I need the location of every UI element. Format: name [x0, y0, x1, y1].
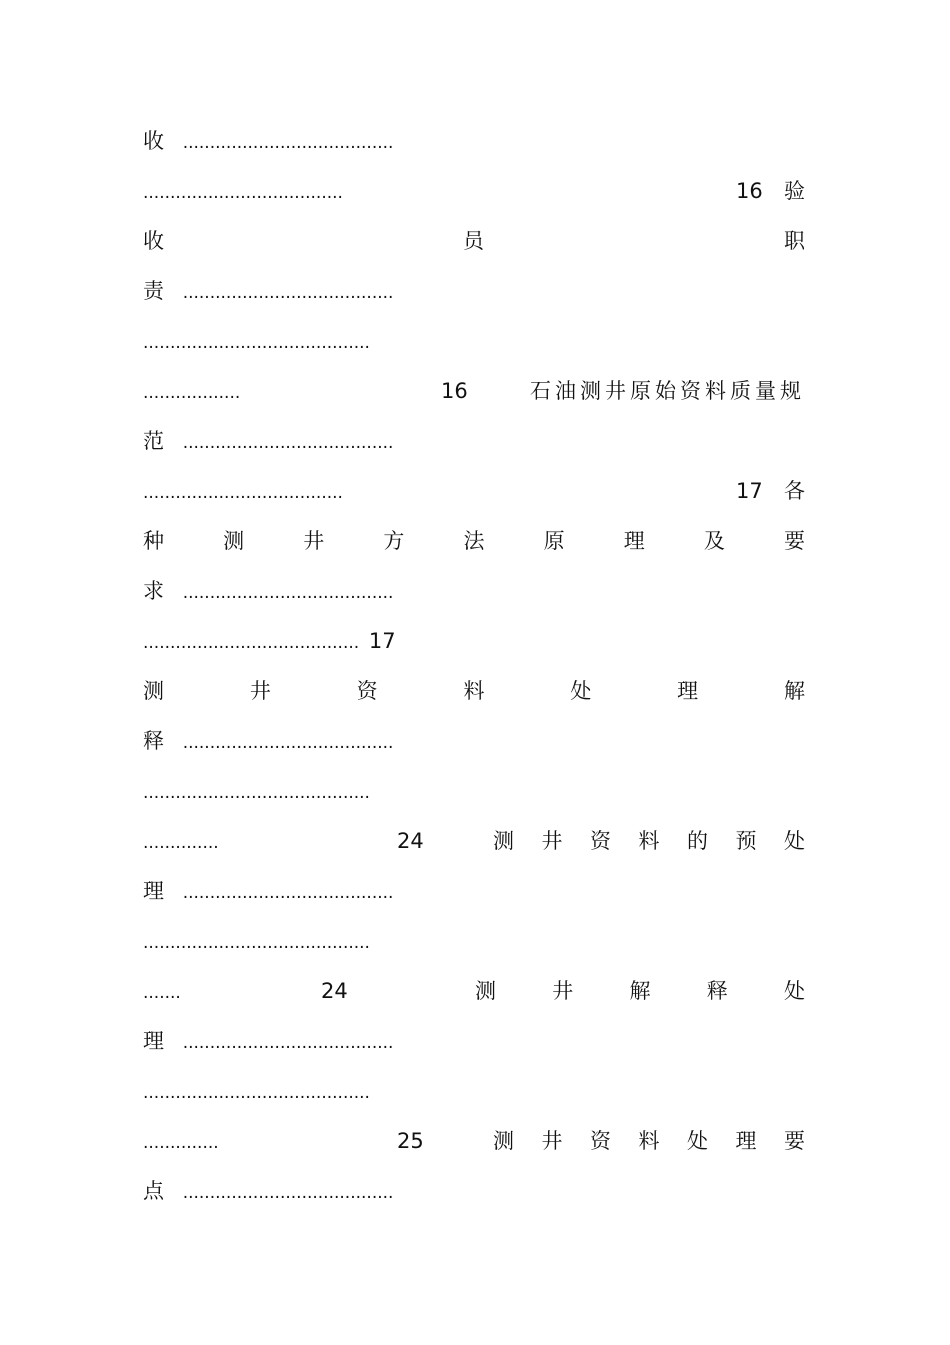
toc-char: 员: [463, 229, 484, 253]
toc-title: [493, 1126, 805, 1156]
toc-line: [143, 926, 805, 956]
toc-title: 石油测井原始资料质量规: [530, 379, 805, 403]
toc-char: 处: [570, 679, 592, 703]
leader-dots: .....................................: [143, 183, 343, 203]
toc-char: 职: [784, 229, 805, 253]
toc-line: [143, 776, 805, 806]
leader-dots: .......................................: [182, 283, 394, 303]
toc-line: [143, 476, 805, 506]
leader-dots: ..............: [143, 833, 219, 853]
page-number: 17: [736, 479, 763, 503]
toc-line: [143, 1026, 805, 1056]
leader-dots: .......................................: [182, 1033, 394, 1053]
toc-char: 释: [706, 979, 728, 1003]
toc-char: 理: [143, 879, 164, 903]
toc-char: 井: [541, 1129, 563, 1153]
toc-char: 收: [143, 129, 164, 153]
toc-line: [143, 976, 805, 1006]
toc-char: 收: [143, 229, 164, 253]
toc-char: 验: [784, 179, 805, 203]
leader-dots: ........................................: [143, 633, 360, 653]
toc-char: 井: [249, 679, 271, 703]
toc-char: 资: [356, 679, 378, 703]
toc-char: 井: [541, 829, 563, 853]
toc-line: [143, 1076, 805, 1106]
toc-line: [143, 526, 805, 556]
toc-line: [143, 426, 805, 456]
toc-char: 井: [552, 979, 574, 1003]
leader-dots: ..........................................: [143, 1083, 370, 1103]
toc-char: 解: [629, 979, 651, 1003]
toc-char: 解: [783, 679, 805, 703]
toc-line: [143, 876, 805, 906]
leader-dots: ..........................................: [143, 333, 370, 353]
toc-char: 种: [143, 529, 164, 553]
toc-char: 理: [735, 1129, 757, 1153]
leader-dots: .......................................: [182, 583, 394, 603]
page-number: 24: [397, 829, 424, 853]
toc-title: [475, 976, 805, 1006]
toc-char: 及: [703, 529, 725, 553]
leader-dots: .......................................: [182, 433, 394, 453]
toc-char: 测: [223, 529, 245, 553]
toc-char: 处: [687, 1129, 708, 1153]
toc-line: [143, 226, 805, 256]
toc-char: 处: [784, 829, 805, 853]
toc-char: 料: [638, 1129, 660, 1153]
toc-char: 求: [143, 579, 164, 603]
leader-dots: ..............: [143, 1133, 219, 1153]
toc-char: 测: [493, 829, 514, 853]
toc-char: 测: [493, 1129, 514, 1153]
toc-char: 方: [383, 529, 405, 553]
toc-line: [143, 726, 805, 756]
toc-char: 的: [687, 829, 708, 853]
toc-char: 理: [143, 1029, 164, 1053]
page-number: 25: [397, 1129, 424, 1153]
toc-line: [143, 676, 805, 706]
toc-char: 资: [590, 829, 611, 853]
toc-char: 要: [784, 1129, 805, 1153]
toc-char: 料: [463, 679, 485, 703]
leader-dots: .......................................: [182, 133, 394, 153]
toc-line: [143, 126, 805, 156]
toc-line: [143, 176, 805, 206]
toc-char: 释: [143, 729, 164, 753]
toc-line: [143, 376, 805, 406]
toc-char: 井: [303, 529, 325, 553]
toc-line: [143, 1126, 805, 1156]
toc-char: 各: [784, 479, 805, 503]
leader-dots: .......: [143, 983, 181, 1003]
toc-char: 料: [638, 829, 660, 853]
toc-char: 资: [590, 1129, 611, 1153]
page-number: 17: [368, 629, 396, 653]
toc-line: [143, 826, 805, 856]
toc-char: 点: [143, 1179, 164, 1203]
toc-line: [143, 276, 805, 306]
leader-dots: .......................................: [182, 883, 394, 903]
toc-char: 理: [677, 679, 699, 703]
toc-char: 预: [735, 829, 757, 853]
page-number: 16: [736, 179, 763, 203]
leader-dots: .......................................: [182, 1183, 394, 1203]
toc-line: [143, 1176, 805, 1206]
leader-dots: .....................................: [143, 483, 343, 503]
leader-dots: ..........................................: [143, 783, 370, 803]
toc-char: 测: [475, 979, 496, 1003]
toc-char: 测: [143, 679, 164, 703]
leader-dots: ..................: [143, 383, 241, 403]
toc-char: 责: [143, 279, 164, 303]
toc-line: [143, 326, 805, 356]
leader-dots: .......................................: [182, 733, 394, 753]
toc-char: 原: [543, 529, 565, 553]
toc-char: 处: [784, 979, 805, 1003]
page-number: 16: [441, 379, 468, 403]
toc-char: 范: [143, 429, 164, 453]
toc-char: 法: [463, 529, 485, 553]
page-number: 24: [321, 979, 348, 1003]
toc-title: [493, 826, 805, 856]
toc-line: [143, 626, 805, 656]
toc-char: 理: [623, 529, 645, 553]
toc-line: [143, 576, 805, 606]
leader-dots: ..........................................: [143, 933, 370, 953]
toc-char: 要: [784, 529, 805, 553]
